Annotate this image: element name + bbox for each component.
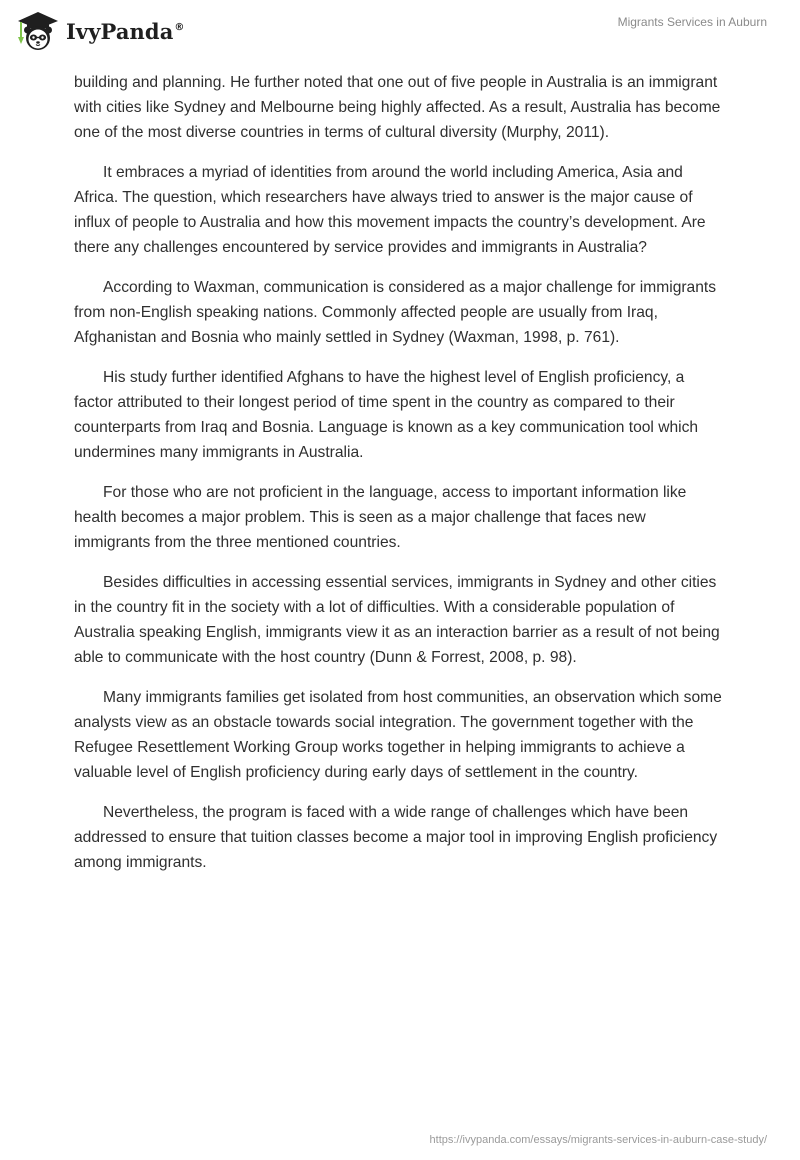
paragraph: According to Waxman, communication is considered as a major challenge for immigrants from non-English speaking nations. Commonly affected people are usually from Iraq, Afghanistan and Bosnia who mainly settled in Sydney (Waxman, 1998, p. 761). xyxy=(74,279,717,346)
paragraph: It embraces a myriad of identities from around the world including America, Asia and Africa. The question, which researchers have always tried to answer is the major cause of influx of people to Australia and how this movement impacts the country’s development. Are there any challenges encountered by service provides and immigrants in Australia? xyxy=(74,164,706,256)
paragraph: For those who are not proficient in the language, access to important information like health becomes a major problem. This is seen as a major challenge that faces new immigrants from the three mentioned countries. xyxy=(74,484,687,551)
panda-graduate-icon xyxy=(14,9,62,53)
paragraph: Many immigrants families get isolated from host communities, an observation which some analysts view as an obstacle towards social integration. The government together with the Refugee Resettlement Working Group works together in helping immigrants to achieve a valuable level of English proficiency during early days of settlement in the country. xyxy=(74,689,722,781)
paragraph: Nevertheless, the program is faced with a wide range of challenges which have been addressed to ensure that tuition classes become a major tool in improving English proficiency among immigrants. xyxy=(74,804,718,871)
brand-name: IvyPanda® xyxy=(66,18,185,44)
paragraph: Besides difficulties in accessing essential services, immigrants in Sydney and other cities in the country fit in the society with a lot of difficulties. With a considerable population of Australia speaking English, immigrants view it as an interaction barrier as a result of not being able to communicate with the host country (Dunn & Forrest, 2008, p. 98). xyxy=(74,574,720,666)
paragraph: building and planning. He further noted that one out of five people in Australia is an immigrant with cities like Sydney and Melbourne being highly affected. As a result, Australia has become one of the most diverse countries in terms of cultural diversity (Murphy, 2011). xyxy=(74,74,721,141)
paragraph: His study further identified Afghans to have the highest level of English proficiency, a factor attributed to their longest period of time spent in the country as compared to their counterparts from Iraq and Bosnia. Language is known as a key communication tool which undermines many immigrants in Australia. xyxy=(74,369,699,461)
page-header xyxy=(0,0,800,64)
registered-mark: ® xyxy=(174,21,185,33)
ivypanda-logo[interactable] xyxy=(14,9,185,53)
document-title: Migrants Services in Auburn xyxy=(617,15,767,29)
source-url-link[interactable]: https://ivypanda.com/essays/migrants-services-in-auburn-case-study/ xyxy=(429,1134,767,1146)
article-body xyxy=(74,70,724,890)
